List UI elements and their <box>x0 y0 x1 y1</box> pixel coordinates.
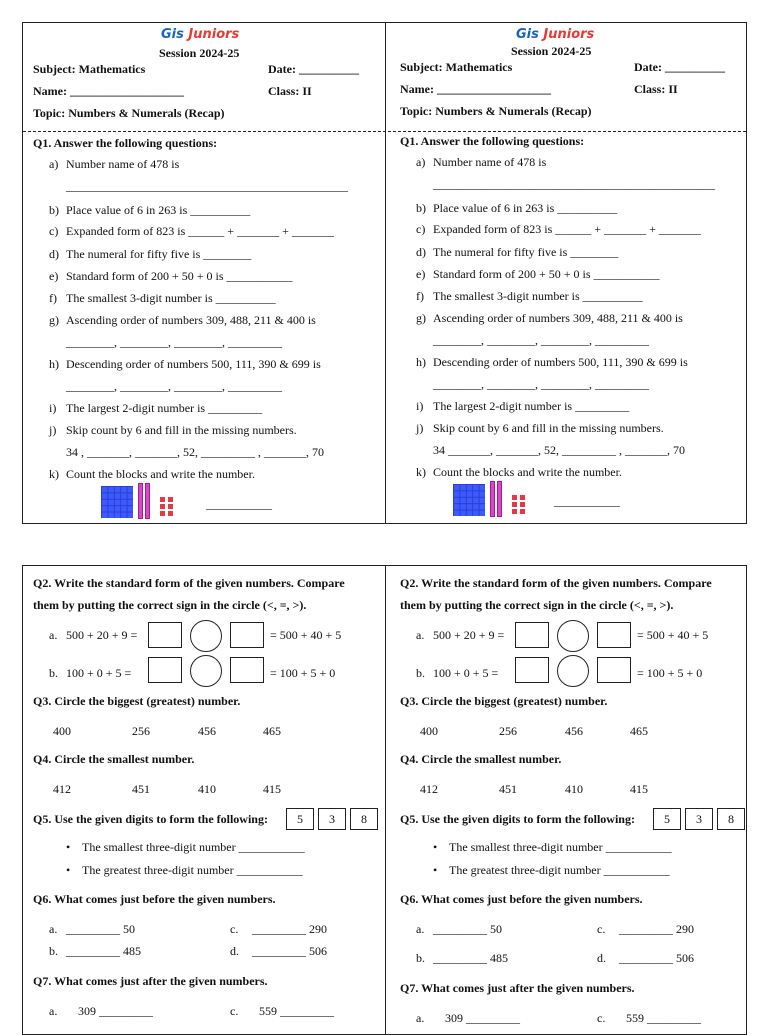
unit-cube-image <box>512 509 517 514</box>
q1f-label: f) <box>416 289 424 303</box>
q5-smallest-item: • The smallest three-digit number ___________ <box>82 840 305 855</box>
q2a-left-expression: 500 + 20 + 9 = <box>66 628 138 642</box>
q3-number[interactable]: 465 <box>630 724 648 738</box>
q1g-text: Ascending order of numbers 309, 488, 211 & 400 is <box>433 311 683 325</box>
q2b-left-expression: 100 + 0 + 5 = <box>66 666 132 680</box>
q1d-label: d) <box>416 245 426 259</box>
q1e-label: e) <box>416 267 426 281</box>
date-field: Date: __________ <box>268 62 359 76</box>
class-label: Class: II <box>268 84 312 98</box>
q2a-right-expression: = 500 + 40 + 5 <box>637 628 709 642</box>
q3-title: Q3. Circle the biggest (greatest) number. <box>33 694 241 708</box>
q6c-item: _________ 290 <box>619 922 694 936</box>
q3-number[interactable]: 400 <box>420 724 438 738</box>
q1a-text: Number name of 478 is <box>66 157 180 171</box>
q1-title: Q1. Answer the following questions: <box>400 134 585 148</box>
q6d-label: d. <box>230 944 239 958</box>
q1h-text: Descending order of numbers 500, 111, 390 & 699 is <box>433 355 688 369</box>
q6d-item: _________ 506 <box>619 951 694 965</box>
q6b-label: b. <box>49 944 58 958</box>
q1j-sequence: 34 , _______, _______, 52, _________ , _______, 70 <box>66 445 324 459</box>
q2b-compare-circle[interactable] <box>190 655 222 687</box>
q5-digit-box: 5 <box>653 808 681 830</box>
unit-cube-image <box>168 504 173 509</box>
q1i-label: i) <box>416 399 424 413</box>
q1h-label: h) <box>416 355 426 369</box>
q3-title: Q3. Circle the biggest (greatest) number. <box>400 694 608 708</box>
school-logo: Gis Juniors <box>516 27 595 42</box>
q1d-text: The numeral for fifty five is ________ <box>66 247 252 261</box>
q6d-label: d. <box>597 951 606 965</box>
q2b-label: b. <box>416 666 425 680</box>
unit-cube-image <box>168 497 173 502</box>
q7c-item: 559 _________ <box>259 1004 334 1018</box>
q4-number[interactable]: 415 <box>263 782 281 796</box>
q1g-answer-line: ________, ________, ________, _________ <box>433 333 649 347</box>
q5-digit-box: 5 <box>286 808 314 830</box>
q6c-label: c. <box>597 922 606 936</box>
q2a-compare-circle[interactable] <box>190 620 222 652</box>
q6a-item: _________ 50 <box>433 922 502 936</box>
q5-smallest-item: • The smallest three-digit number ___________ <box>449 840 672 855</box>
q1j-text: Skip count by 6 and fill in the missing numbers. <box>66 423 297 437</box>
q2b-right-answer-box[interactable] <box>230 657 264 683</box>
hundreds-block-image <box>101 486 133 518</box>
q1d-label: d) <box>49 247 59 261</box>
q7-title: Q7. What comes just after the given numbers. <box>33 974 268 988</box>
class-label: Class: II <box>634 82 678 96</box>
q2-title-line-2: them by putting the correct sign in the circle (<, =, >). <box>400 598 674 612</box>
unit-cube-image <box>160 511 165 516</box>
q4-number[interactable]: 451 <box>132 782 150 796</box>
q1e-label: e) <box>49 269 59 283</box>
right-worksheet-continued <box>386 566 748 1034</box>
q4-number[interactable]: 415 <box>630 782 648 796</box>
unit-cube-image <box>160 504 165 509</box>
q2a-left-expression: 500 + 20 + 9 = <box>433 628 505 642</box>
q3-number[interactable]: 400 <box>53 724 71 738</box>
q1c-label: c) <box>416 222 426 236</box>
q1e-text: Standard form of 200 + 50 + 0 is ___________ <box>66 269 293 283</box>
q6a-label: a. <box>49 922 58 936</box>
q7a-item: 309 _________ <box>78 1004 153 1018</box>
topic-label: Topic: Numbers & Numerals (Recap) <box>33 106 225 120</box>
name-field: Name: ___________________ <box>33 84 184 98</box>
q1k-text: Count the blocks and write the number. <box>66 467 255 481</box>
q1a-label: a) <box>49 157 59 171</box>
q5-title: Q5. Use the given digits to form the following: <box>33 812 268 826</box>
unit-cube-image <box>160 497 165 502</box>
q7a-label: a. <box>416 1011 425 1025</box>
q7a-label: a. <box>49 1004 58 1018</box>
q1b-label: b) <box>416 201 426 215</box>
q7c-label: c. <box>230 1004 239 1018</box>
q1g-label: g) <box>416 311 426 325</box>
q1d-text: The numeral for fifty five is ________ <box>433 245 619 259</box>
q2a-left-answer-box[interactable] <box>148 622 182 648</box>
q2a-compare-circle[interactable] <box>557 620 589 652</box>
q2-title: Q2. Write the standard form of the given numbers. Compare <box>33 576 345 590</box>
q5-digit-box: 8 <box>350 808 378 830</box>
unit-cube-image <box>520 509 525 514</box>
q3-number[interactable]: 456 <box>565 724 583 738</box>
unit-cube-image <box>168 511 173 516</box>
q5-greatest-item: • The greatest three-digit number ___________ <box>449 863 670 878</box>
q3-number[interactable]: 456 <box>198 724 216 738</box>
q1c-text: Expanded form of 823 is ______ + _______ + _______ <box>66 224 334 238</box>
q7-title: Q7. What comes just after the given numbers. <box>400 981 635 995</box>
q2a-right-answer-box[interactable] <box>597 622 631 648</box>
q4-number[interactable]: 412 <box>420 782 438 796</box>
q2a-label: a. <box>416 628 425 642</box>
q6a-item: _________ 50 <box>66 922 135 936</box>
q1f-text: The smallest 3-digit number is __________ <box>433 289 643 303</box>
q2b-left-expression: 100 + 0 + 5 = <box>433 666 499 680</box>
worksheet-page-2 <box>22 565 747 1035</box>
q3-number[interactable]: 256 <box>132 724 150 738</box>
q5-greatest-item: • The greatest three-digit number ___________ <box>82 863 303 878</box>
q2b-right-expression: = 100 + 5 + 0 <box>270 666 336 680</box>
subject-label: Subject: Mathematics <box>400 60 513 74</box>
q1h-label: h) <box>49 357 59 371</box>
q5-title: Q5. Use the given digits to form the following: <box>400 812 635 826</box>
q1j-sequence: 34 _______, _______, 52, _________ , _______, 70 <box>433 443 685 457</box>
unit-cube-image <box>520 502 525 507</box>
q4-number[interactable]: 451 <box>499 782 517 796</box>
q3-number[interactable]: 256 <box>499 724 517 738</box>
q1b-text: Place value of 6 in 263 is __________ <box>66 203 251 217</box>
q1c-text: Expanded form of 823 is ______ + _______ + _______ <box>433 222 701 236</box>
topic-label: Topic: Numbers & Numerals (Recap) <box>400 104 592 118</box>
q1a-text: Number name of 478 is <box>433 155 547 169</box>
q4-number[interactable]: 412 <box>53 782 71 796</box>
q1i-text: The largest 2-digit number is _________ <box>433 399 630 413</box>
q6-title: Q6. What comes just before the given numbers. <box>33 892 276 906</box>
q6d-item: _________ 506 <box>252 944 327 958</box>
tens-rod-image <box>490 481 495 517</box>
q5-digit-box: 8 <box>717 808 745 830</box>
q1a-answer-line: _______________________________________________ <box>433 177 715 191</box>
q1a-answer-line: _______________________________________________ <box>66 179 348 193</box>
tens-rod-image <box>145 483 150 519</box>
q2a-label: a. <box>49 628 58 642</box>
q6b-item: _________ 485 <box>66 944 141 958</box>
q4-number[interactable]: 410 <box>565 782 583 796</box>
q2b-left-answer-box[interactable] <box>515 657 549 683</box>
q2a-right-expression: = 500 + 40 + 5 <box>270 628 342 642</box>
q2b-right-answer-box[interactable] <box>597 657 631 683</box>
tens-rod-image <box>138 483 143 519</box>
q1i-text: The largest 2-digit number is _________ <box>66 401 263 415</box>
school-logo: Gis Juniors <box>161 27 240 42</box>
q1g-answer-line: ________, ________, ________, _________ <box>66 335 282 349</box>
name-field: Name: ___________________ <box>400 82 551 96</box>
q1j-label: j) <box>416 421 424 435</box>
q2a-left-answer-box[interactable] <box>515 622 549 648</box>
q6a-label: a. <box>416 922 425 936</box>
q6c-item: _________ 290 <box>252 922 327 936</box>
q6c-label: c. <box>230 922 239 936</box>
q2-title-line-2: them by putting the correct sign in the circle (<, =, >). <box>33 598 307 612</box>
q1f-label: f) <box>49 291 57 305</box>
session-label: Session 2024-25 <box>511 44 592 58</box>
q2b-left-answer-box[interactable] <box>148 657 182 683</box>
unit-cube-image <box>512 502 517 507</box>
q1k-text: Count the blocks and write the number. <box>433 465 622 479</box>
q1h-answer-line: ________, ________, ________, _________ <box>66 379 282 393</box>
q2-title: Q2. Write the standard form of the given numbers. Compare <box>400 576 712 590</box>
left-worksheet <box>23 23 385 523</box>
unit-cube-image <box>520 495 525 500</box>
q1f-text: The smallest 3-digit number is __________ <box>66 291 276 305</box>
q1b-label: b) <box>49 203 59 217</box>
worksheet-page-1 <box>22 22 747 524</box>
q5-digit-box: 3 <box>685 808 713 830</box>
left-worksheet-continued <box>23 566 385 1034</box>
q4-title: Q4. Circle the smallest number. <box>400 752 562 766</box>
right-worksheet <box>386 23 748 523</box>
unit-cube-image <box>512 495 517 500</box>
q1e-text: Standard form of 200 + 50 + 0 is ___________ <box>433 267 660 281</box>
q1k-label: k) <box>49 467 59 481</box>
tens-rod-image <box>497 481 502 517</box>
q4-title: Q4. Circle the smallest number. <box>33 752 195 766</box>
q5-digit-box: 3 <box>318 808 346 830</box>
q4-number[interactable]: 410 <box>198 782 216 796</box>
q2a-right-answer-box[interactable] <box>230 622 264 648</box>
q7a-item: 309 _________ <box>445 1011 520 1025</box>
q7c-label: c. <box>597 1011 606 1025</box>
q6b-label: b. <box>416 951 425 965</box>
q1c-label: c) <box>49 224 59 238</box>
q1a-label: a) <box>416 155 426 169</box>
q2b-right-expression: = 100 + 5 + 0 <box>637 666 703 680</box>
q7c-item: 559 _________ <box>626 1011 701 1025</box>
q1k-label: k) <box>416 465 426 479</box>
q6-title: Q6. What comes just before the given numbers. <box>400 892 643 906</box>
q1-title: Q1. Answer the following questions: <box>33 136 218 150</box>
q2b-compare-circle[interactable] <box>557 655 589 687</box>
q1g-label: g) <box>49 313 59 327</box>
date-field: Date: __________ <box>634 60 725 74</box>
q1h-answer-line: ________, ________, ________, _________ <box>433 377 649 391</box>
subject-label: Subject: Mathematics <box>33 62 146 76</box>
q6b-item: _________ 485 <box>433 951 508 965</box>
q1i-label: i) <box>49 401 57 415</box>
q2b-label: b. <box>49 666 58 680</box>
q1k-answer-line: ___________ <box>206 497 272 511</box>
q1k-answer-line: ___________ <box>554 494 620 508</box>
hundreds-block-image <box>453 484 485 516</box>
q1h-text: Descending order of numbers 500, 111, 390 & 699 is <box>66 357 321 371</box>
q1g-text: Ascending order of numbers 309, 488, 211 & 400 is <box>66 313 316 327</box>
q3-number[interactable]: 465 <box>263 724 281 738</box>
session-label: Session 2024-25 <box>159 46 240 60</box>
q1j-text: Skip count by 6 and fill in the missing numbers. <box>433 421 664 435</box>
q1b-text: Place value of 6 in 263 is __________ <box>433 201 618 215</box>
q1j-label: j) <box>49 423 57 437</box>
